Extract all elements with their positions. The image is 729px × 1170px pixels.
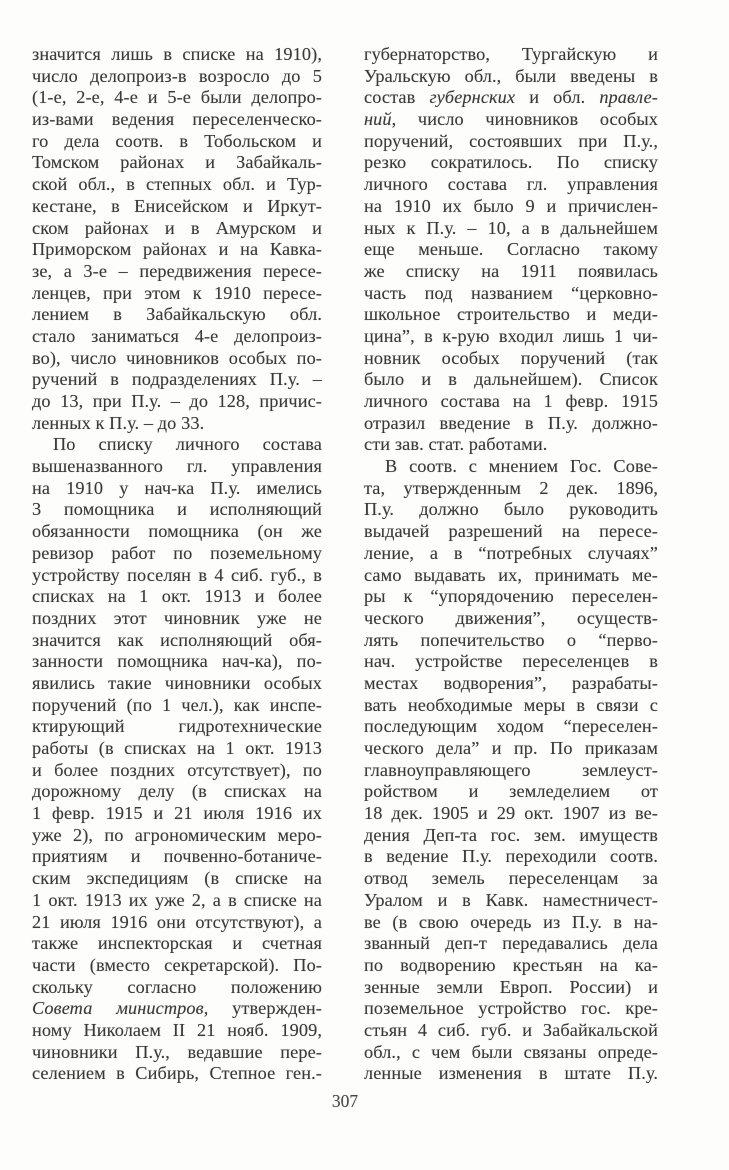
text-line: дорожному делу (в списках на	[32, 781, 322, 802]
text-line: П.у. должно было руководить	[364, 499, 658, 520]
text-line: во), число чиновников особых по-	[32, 347, 322, 368]
text-line: Совета министров, утвержден-	[32, 998, 322, 1019]
text-line: 1 февр. 1915 и 21 июля 1916 их	[32, 803, 322, 824]
text-line: состав губернских и обл. правле-	[364, 87, 658, 108]
text-line: По списку личного состава	[53, 434, 322, 455]
text-line: списках на 1 окт. 1913 и более	[32, 586, 322, 607]
text-line: ление, а в “потребных случаях”	[364, 542, 658, 563]
text-line: ской обл., в степных обл. и Тур-	[32, 174, 322, 195]
text-line: ройством и земледелием от	[364, 781, 658, 802]
text-line: стало заниматься 4-е делопроиз-	[32, 325, 322, 346]
text-line: чиновники П.у., ведавшие пере-	[32, 1041, 322, 1062]
italic-term: Совета министров	[32, 998, 204, 1019]
text-line: губернаторство, Тургайскую и	[364, 44, 658, 64]
text-line: местах водворения”, разрабаты-	[364, 672, 658, 693]
text-line: ским экспедициям (в списке на	[32, 868, 322, 889]
text-line: поздних этот чиновник уже не	[32, 607, 322, 628]
text-line: цина”, в к-рую входил лишь 1 чи-	[364, 325, 658, 346]
text-line: ний, число чиновников особых	[364, 109, 658, 130]
text-line: ленцев, при этом к 1910 пересе-	[32, 282, 322, 303]
text-line: части (вместо секретарской). По-	[32, 954, 322, 975]
text-line: поручений (по 1 чел.), как инспе-	[32, 694, 322, 715]
page-number: 307	[331, 1091, 359, 1111]
italic-term: правле-	[599, 87, 658, 108]
text-line: явились такие чиновники особых	[32, 672, 322, 693]
text-line: число делопроиз-в возросло до 5	[32, 65, 322, 86]
text-line: резко сократилось. По списку	[364, 152, 658, 173]
text-line: уже 2), по агрономическим меро-	[32, 824, 322, 845]
text-line: ленных к П.у. – до 33.	[32, 412, 205, 433]
text-line: поземельное устройство гос. кре-	[364, 998, 658, 1019]
text-line: Уралом и в Кавк. наместничест-	[364, 889, 658, 910]
text-line: вышеназванного гл. управления	[32, 456, 322, 477]
text-line: 21 июля 1916 они отсутствуют), а	[32, 911, 322, 932]
text-line: в ведение П.у. переходили соотв.	[364, 846, 658, 867]
text-line: устройству поселян в 4 сиб. губ., в	[32, 564, 322, 585]
text-line: обл., с чем были связаны опреде-	[364, 1041, 658, 1062]
text-line: 18 дек. 1905 и 29 окт. 1907 из ве-	[364, 803, 658, 824]
text-line: званный деп-т передавались дела	[364, 933, 658, 954]
text-line: само выдавать их, принимать ме-	[364, 564, 658, 585]
text-line: ческого движения”, осуществ-	[364, 607, 658, 628]
text-line: же списку на 1911 появилась	[364, 260, 658, 281]
text-line: из-вами ведения переселенческо-	[32, 109, 322, 130]
text-line: часть под названием “церковно-	[364, 282, 658, 303]
text-line: Уральскую обл., были введены в	[364, 65, 658, 86]
text-line: 3 помощника и исполняющий	[32, 499, 322, 520]
text-line: было и в дальнейшем). Список	[364, 369, 658, 390]
text-line: ры к “упорядочению переселен-	[364, 586, 658, 607]
text-line: ктирующий гидротехнические	[32, 716, 322, 737]
text-line: приятиям и почвенно-ботаниче-	[32, 846, 322, 867]
text-line: на 1910 их было 9 и причислен-	[364, 195, 658, 216]
text-line: значится лишь в списке на 1910),	[32, 44, 322, 64]
text-line: и более поздних отсутствует), по	[32, 759, 322, 780]
text-line: работы (в списках на 1 окт. 1913	[32, 738, 322, 758]
text-line: главноуправляющего землеуст-	[364, 759, 658, 780]
text-line: личного состава на 1 февр. 1915	[364, 391, 658, 411]
text-line: кестане, в Енисейском и Иркут-	[32, 195, 322, 216]
text-line: отразил введение в П.у. должно-	[364, 412, 658, 433]
text-line: также инспекторская и счетная	[32, 933, 322, 954]
text-line: ском районах и в Амурском и	[32, 217, 322, 238]
text-line: скольку согласно положению	[32, 976, 322, 997]
text-line: ревизор работ по поземельному	[32, 542, 322, 563]
text-line: отвод земель переселенцам за	[364, 868, 658, 889]
text-line: Томском районах и Забайкаль-	[32, 152, 322, 173]
text-line: зенные земли Европ. России) и	[364, 976, 658, 997]
text-line: еще меньше. Согласно такому	[364, 239, 658, 260]
text-line: по водворению крестьян на ка-	[364, 954, 658, 975]
text-line: ленные изменения в штате П.у.	[364, 1063, 658, 1084]
text-line: В соотв. с мнением Гос. Сове-	[385, 456, 658, 477]
text-line: зе, а 3-е – передвижения пересе-	[32, 260, 322, 281]
italic-term: ний	[364, 109, 392, 130]
text-column-left	[32, 44, 322, 1085]
text-line: обязанности помощника (он же	[32, 521, 322, 542]
text-line: ных к П.у. – 10, а в дальнейшем	[364, 217, 658, 238]
text-line: выдачей разрешений на пересе-	[364, 521, 658, 542]
text-column-right	[364, 44, 658, 1085]
text-line: занности помощника нач-ка), по-	[32, 651, 322, 672]
text-line: новник особых поручений (так	[364, 347, 658, 368]
text-line: на 1910 у нач-ка П.у. имелись	[32, 477, 322, 498]
text-line: ному Николаем II 21 нояб. 1909,	[32, 1019, 322, 1040]
text-line: лением в Забайкальскую обл.	[32, 304, 322, 325]
text-line: ручений в подразделениях П.у. –	[32, 369, 322, 390]
text-line: личного состава гл. управления	[364, 174, 658, 195]
italic-term: губернских	[429, 87, 516, 108]
text-line: селением в Сибирь, Степное ген.-	[32, 1063, 322, 1084]
text-line: значится как исполняющий обя-	[32, 629, 322, 650]
text-line: Приморском районах и на Кавка-	[32, 239, 322, 260]
text-line: лять попечительство о “перво-	[364, 629, 658, 650]
text-line: вать необходимые меры в связи с	[364, 694, 658, 715]
text-line: та, утвержденным 2 дек. 1896,	[364, 477, 658, 498]
text-line: ческого дела” и пр. По приказам	[364, 738, 658, 758]
text-line: нач. устройстве переселенцев в	[364, 651, 658, 672]
text-line: го дела соотв. в Тобольском и	[32, 130, 322, 151]
text-line: последующим ходом “переселен-	[364, 716, 658, 737]
text-line: ве (в свою очередь из П.у. в на-	[364, 911, 658, 932]
text-line: дения Деп-та гос. зем. имуществ	[364, 824, 658, 845]
text-line: поручений, состоявших при П.у.,	[364, 130, 658, 151]
text-line: школьное строительство и меди-	[364, 304, 658, 325]
text-line: 1 окт. 1913 их уже 2, а в списке на	[32, 889, 322, 910]
text-line: (1-е, 2-е, 4-е и 5-е были делопро-	[32, 87, 322, 108]
text-line: сти зав. стат. работами.	[364, 434, 548, 455]
text-line: стьян 4 сиб. губ. и Забайкальской	[364, 1019, 658, 1040]
text-line: до 13, при П.у. – до 128, причис-	[32, 391, 322, 411]
